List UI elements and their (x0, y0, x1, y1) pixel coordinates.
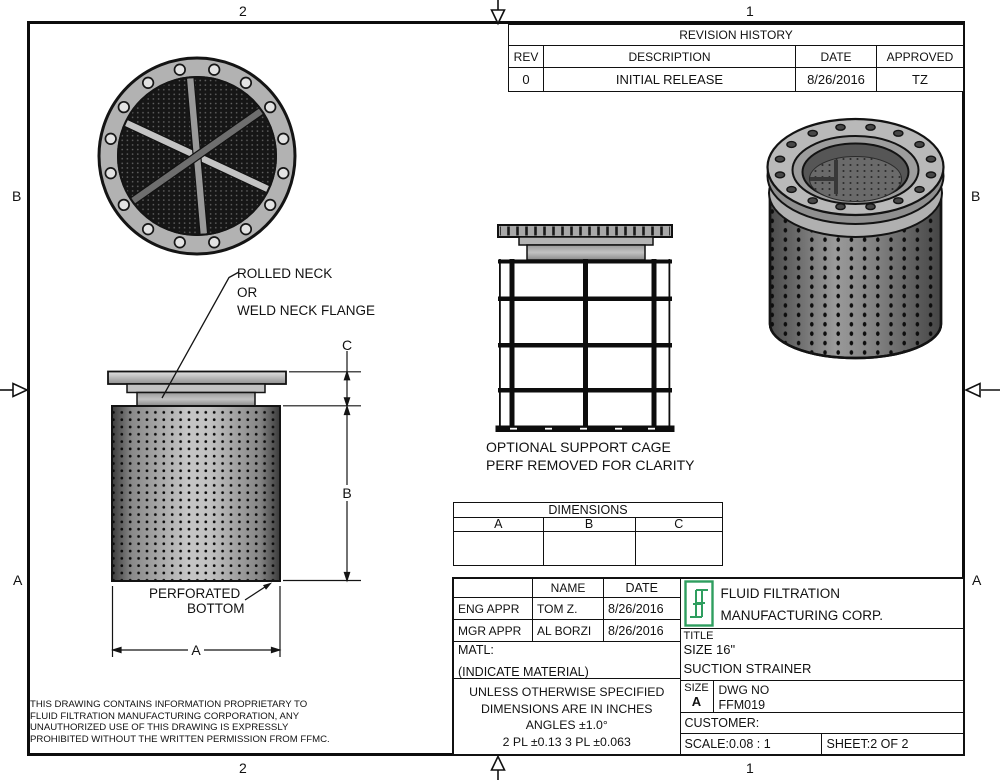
fold-mark-left (0, 384, 27, 397)
approvals-header-row (454, 579, 680, 598)
revision-row (509, 67, 963, 91)
dimensions-table (453, 502, 723, 566)
flange-note-line2: OR (237, 284, 258, 300)
revision-table-title: REVISION HISTORY (679, 28, 793, 42)
fold-mark-top (492, 0, 505, 24)
dimensions-table-title: DIMENSIONS (548, 502, 628, 517)
approvals-date-header: DATE (603, 579, 680, 597)
proprietary-note (30, 699, 330, 745)
zone-bottom-right: 1 (746, 760, 754, 776)
approvals-name-header: NAME (532, 579, 603, 597)
rev-col-header: REV (513, 49, 539, 64)
approval-row (454, 598, 680, 620)
dim-value-c (635, 532, 723, 565)
tolerance-line1: UNLESS OTHERWISE SPECIFIED (469, 685, 665, 699)
approved-col-header: APPROVED (876, 46, 963, 67)
top-view (99, 58, 295, 254)
customer-label: CUSTOMER: (684, 716, 760, 730)
zone-left-upper: B (12, 188, 22, 204)
zone-bottom-left: 2 (239, 760, 247, 776)
bottom-note-arrowhead (263, 583, 272, 590)
dim-value-a (454, 532, 543, 565)
cage-note-line2: PERF REMOVED FOR CLARITY (486, 456, 695, 473)
material-zone (454, 641, 680, 678)
approval-date: 8/26/2016 (603, 598, 680, 619)
tolerance-line3: ANGLES ±1.0° (525, 718, 608, 732)
size-dwg-zone (681, 680, 964, 712)
zone-right-lower: A (972, 572, 982, 588)
front-view (108, 372, 286, 582)
revision-rev-value: 0 (522, 72, 530, 87)
scale-text: SCALE:0.08 : 1 (684, 737, 771, 751)
approval-name: AL BORZI (532, 620, 603, 641)
bottom-note-line1: PERFORATED (149, 586, 241, 601)
tolerance-line4: 2 PL ±0.13 3 PL ±0.063 (502, 734, 631, 749)
cage-note (486, 439, 694, 474)
date-col-header: DATE (795, 46, 876, 67)
approval-role: MGR APPR (458, 623, 522, 638)
title-zone (681, 628, 964, 680)
dwg-no-label: DWG NO (718, 683, 770, 697)
scale-sheet-zone (681, 733, 964, 754)
revision-description-value: INITIAL RELEASE (543, 68, 795, 91)
title-block-left (454, 579, 680, 754)
approval-date: 8/26/2016 (603, 620, 680, 641)
dim-col-c: C (635, 518, 723, 532)
iso-view (768, 119, 944, 358)
dwg-no-value: FFM019 (718, 698, 766, 712)
zone-top-right: 1 (746, 3, 754, 19)
description-col-header: DESCRIPTION (543, 46, 795, 67)
proprietary-note-line3: UNAUTHORIZED USE OF THIS DRAWING IS EXPRESSLY (30, 722, 289, 734)
title-block-right (680, 579, 964, 754)
company-logo (684, 580, 714, 627)
company-name-line1: FLUID FILTRATION (720, 586, 841, 601)
proprietary-note-line4: PROHIBITED WITHOUT THE WRITTEN PERMISSION FROM FFMC. (30, 733, 330, 745)
proprietary-note-line1: THIS DRAWING CONTAINS INFORMATION PROPRIETARY TO (30, 699, 308, 710)
drawing-title-line1: SIZE 16" (683, 642, 736, 657)
flange-note-line3: WELD NECK FLANGE (237, 303, 376, 318)
dim-label-c: C (341, 337, 353, 353)
dim-col-b: B (543, 518, 635, 532)
dim-col-a: A (494, 517, 503, 532)
approval-name: TOM Z. (532, 598, 603, 619)
dwg-cell (714, 681, 964, 712)
dim-label-a: A (188, 642, 204, 658)
fold-mark-bottom (492, 757, 505, 780)
zone-left-lower: A (13, 572, 23, 588)
tolerance-note (454, 678, 680, 754)
zone-top-left: 2 (239, 3, 247, 19)
tolerance-line2: DIMENSIONS ARE IN INCHES (480, 701, 653, 716)
revision-date-value: 8/26/2016 (795, 68, 876, 91)
matl-label: MATL: (458, 643, 494, 657)
drawing-title-line2: SUCTION STRAINER (683, 661, 812, 676)
title-label: TITLE (683, 630, 714, 642)
title-block (452, 577, 965, 756)
revision-approved-value: TZ (876, 68, 963, 91)
size-cell (681, 681, 714, 712)
cage-view (496, 225, 675, 432)
customer-zone (681, 712, 964, 733)
sheet-text: SHEET:2 OF 2 (821, 734, 964, 754)
approval-role: ENG APPR (458, 601, 520, 616)
size-value: A (691, 694, 702, 709)
revision-history-table (508, 24, 964, 92)
fold-mark-right (966, 384, 1000, 397)
approval-row (454, 620, 680, 642)
matl-note: (INDICATE MATERIAL) (458, 665, 589, 679)
company-name-line2: MANUFACTURING CORP. (720, 608, 884, 623)
proprietary-note-line2: FLUID FILTRATION MANUFACTURING CORPORATION, ANY (30, 710, 300, 722)
size-label: SIZE (684, 682, 709, 694)
zone-right-upper: B (971, 188, 981, 204)
bottom-note-line2: BOTTOM (187, 601, 245, 616)
dim-label-b: B (339, 485, 355, 501)
company-zone (681, 579, 964, 628)
dim-value-b (543, 532, 635, 565)
cage-note-line1: OPTIONAL SUPPORT CAGE (486, 439, 671, 455)
flange-note (237, 265, 375, 321)
flange-note-line1: ROLLED NECK (237, 266, 333, 281)
